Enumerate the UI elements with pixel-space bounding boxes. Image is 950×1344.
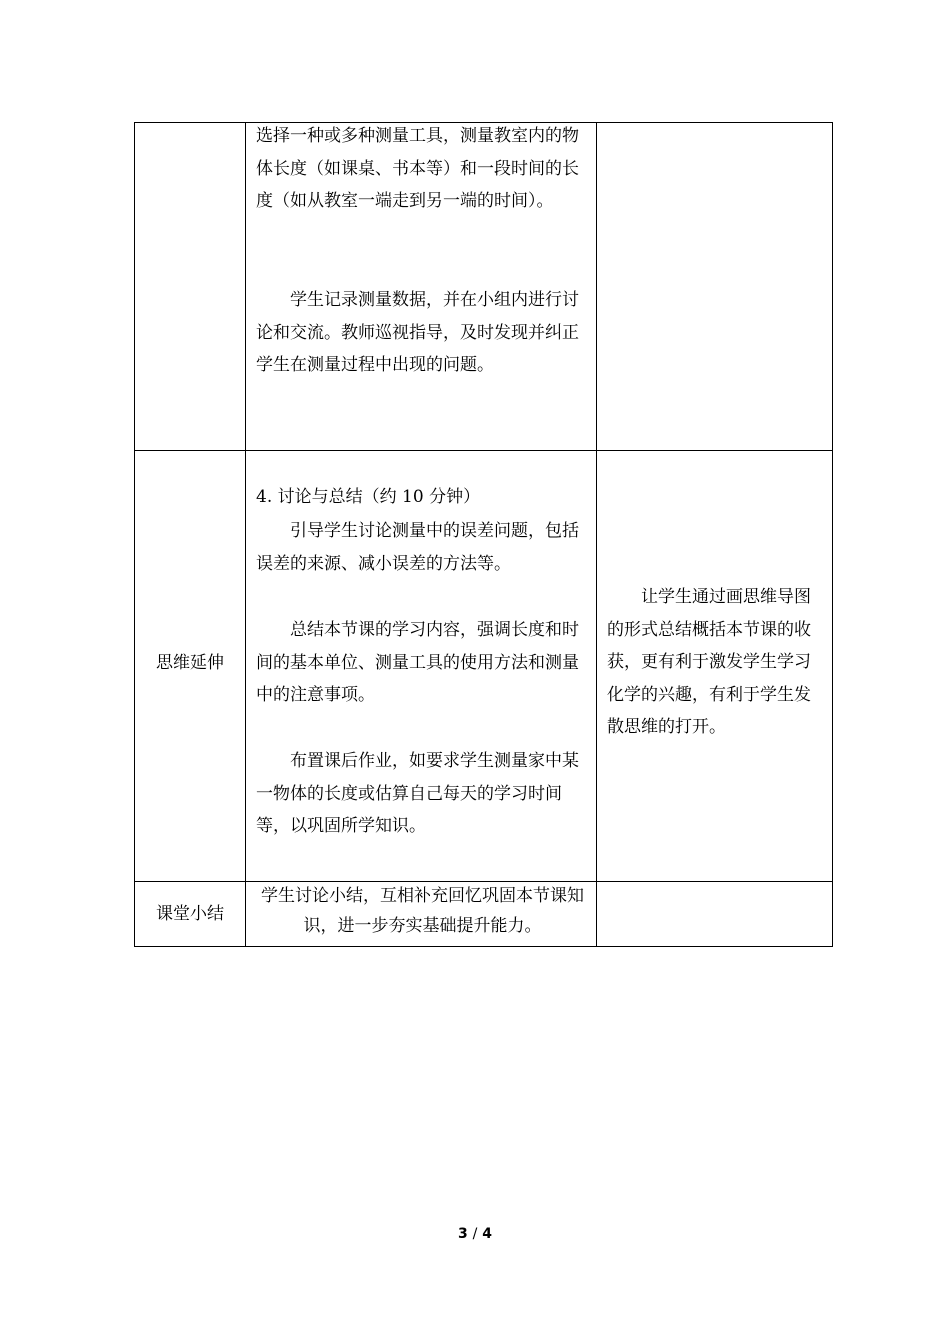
paragraph: 引导学生讨论测量中的误差问题，包括误差的来源、减小误差的方法等。 xyxy=(256,521,579,574)
activity-cell xyxy=(246,451,597,881)
table-row xyxy=(134,881,833,947)
intent-cell xyxy=(597,882,832,946)
stage-label: 课堂小结 xyxy=(156,904,224,924)
activity-cell xyxy=(246,882,597,946)
intent-cell xyxy=(597,123,832,450)
page-current: 3 xyxy=(458,1226,468,1242)
intent-text: 让学生通过画思维导图的形式总结概括本节课的收获，更有利于激发学生学习化学的兴趣，有利于学生发散思维的打开。 xyxy=(607,587,811,737)
section-heading: 4. 讨论与总结（约 10 分钟） xyxy=(256,487,481,507)
page-total: 4 xyxy=(482,1226,492,1242)
paragraph: 总结本节课的学习内容，强调长度和时间的基本单位、测量工具的使用方法和测量中的注意事项。 xyxy=(256,620,579,705)
stage-label: 思维延伸 xyxy=(156,653,224,673)
table-row xyxy=(134,450,833,882)
stage-cell xyxy=(135,123,246,450)
activity-cell xyxy=(246,123,597,450)
stage-cell xyxy=(135,451,246,881)
paragraph: 学生讨论小结，互相补充回忆巩固本节课知识，进一步夯实基础提升能力。 xyxy=(261,886,584,936)
paragraph: 学生记录测量数据，并在小组内进行讨论和交流。教师巡视指导，及时发现并纠正学生在测量过程中出现的问题。 xyxy=(256,290,579,375)
page-separator: / xyxy=(472,1226,478,1242)
intent-cell xyxy=(597,451,832,881)
stage-cell xyxy=(135,882,246,946)
page-number xyxy=(0,1226,950,1242)
paragraph: 选择一种或多种测量工具，测量教室内的物体长度（如课桌、书本等）和一段时间的长度（如从教室一端走到另一端的时间）。 xyxy=(256,126,579,211)
paragraph: 布置课后作业，如要求学生测量家中某一物体的长度或估算自己每天的学习时间等，以巩固所学知识。 xyxy=(256,751,579,836)
table-row xyxy=(134,122,833,451)
